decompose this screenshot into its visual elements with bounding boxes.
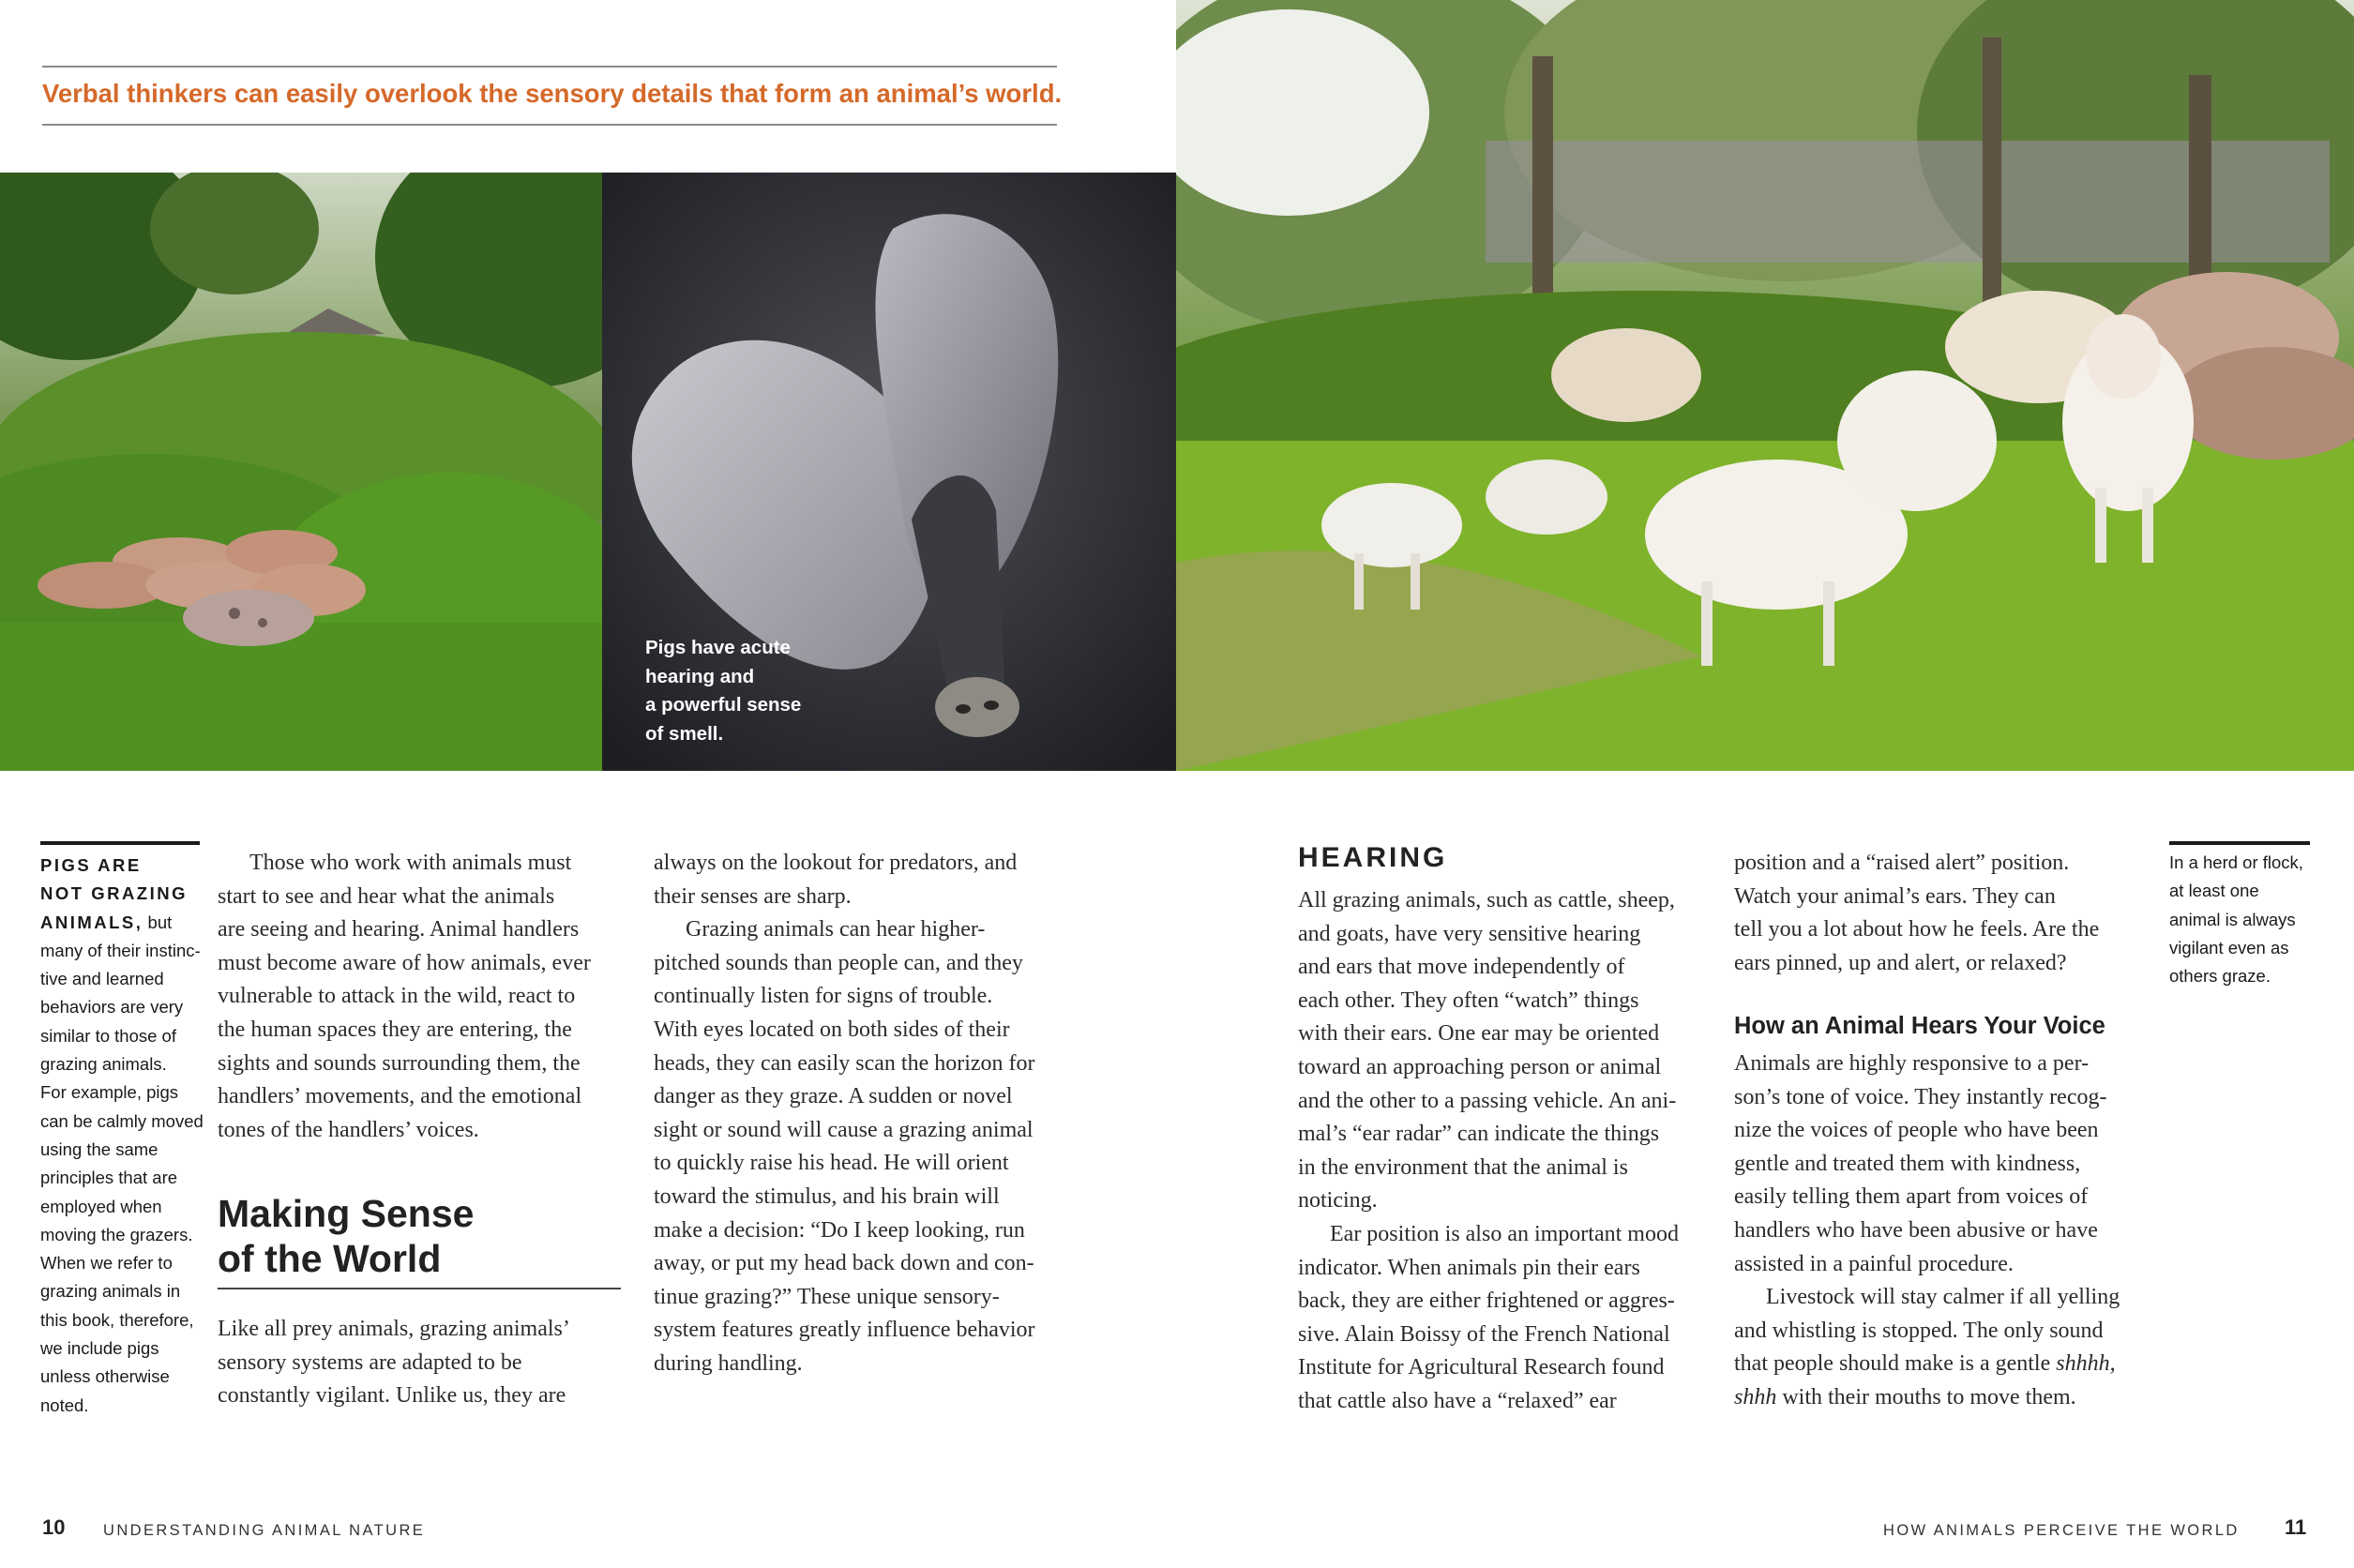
- pull-quote: Verbal thinkers can easily overlook the sensory details that form an animal’s world.: [42, 79, 1063, 108]
- body-column-2: always on the lookout for predators, and their senses are sharp. Grazing animals can hear higher- pitched sounds than people can, and they continually listen for signs of trouble. With eyes located on both sides of their heads, they can easily scan the horizon for danger as they graze. A sudden or novel sight or sound will cause a grazing animal to quickly raise his head. He will orient toward the stimulus, and his brain will make a decision: “Do I keep looking, run away, or put my head back down and con- tinue grazing?” These unique sensory- system features greatly influence behavior during handling.: [654, 851, 1035, 1376]
- photo-sheep-grazing: [1176, 0, 2354, 771]
- section-heading-hearing: HEARING: [1298, 842, 1448, 873]
- running-head-right: HOW ANIMALS PERCEIVE THE WORLD: [1883, 1522, 2240, 1539]
- page-number-right: 11: [2285, 1515, 2307, 1539]
- sidebar-rule: [40, 841, 200, 845]
- body-column-1-continued: Like all prey animals, grazing animals’ sensory systems are adapted to be constantly vigilant. Unlike us, they are: [218, 1317, 570, 1409]
- body-column-3: All grazing animals, such as cattle, sheep, and goats, have very sensitive hearing and ears that move independently of each other. They often “watch” things with their ears. One ear may be oriented toward an approaching person or animal and the other to a passing vehicle. An ani- mal’s “ear radar” can indicate the things in the environment that the animal is noticing. Ear position is also an important mood indicator. When animals pin their ears back, they are either frightened or aggres- sive. Alain Boissy of the French National Institute for Agricultural Research found that cattle also have a “relaxed” ear: [1298, 888, 1679, 1413]
- sidebar-note-pigs: PIGS ARE NOT GRAZING ANIMALS, but many of their instinc- tive and learned behaviors are very similar to those of grazing animals. For example, pigs can be calmly moved using the same principles that are employed when moving the grazers. When we refer to grazing animals in this book, therefore, we include pigs unless otherwise noted.: [40, 855, 204, 1415]
- section-heading-making-sense: Making Sense of the World: [218, 1192, 475, 1280]
- sidebar-note-vigilance: In a herd or flock, at least one animal is always vigilant even as others graze.: [2169, 852, 2303, 987]
- photo-caption-pig-senses: Pigs have acute hearing and a powerful sense of smell.: [645, 637, 802, 745]
- running-head-left: UNDERSTANDING ANIMAL NATURE: [103, 1522, 426, 1539]
- heading-rule: [218, 1288, 621, 1289]
- body-column-4: position and a “raised alert” position. Watch your animal’s ears. They can tell you a lot about how he feels. Are the ears pinned, up and alert, or relaxed?: [1734, 851, 2100, 975]
- photo-pigs-in-meadow: [0, 173, 602, 771]
- body-column-4-continued: Animals are highly responsive to a per- son’s tone of voice. They instantly recog- nize the voices of people who have been gentle and treated them with kindness, easily telling them apart from voices of handlers who have been abusive or have assisted in a painful procedure. Livestock will stay calmer if all yelling and whistling is stopped. The only sound that people should make is a gentle shhhh, shhh with their mouths to move them.: [1734, 1051, 2120, 1410]
- body-column-1: Those who work with animals must start to see and hear what the animals are seeing and hearing. Animal handlers must become aware of how animals, ever vulnerable to attack in the wild, react to the human spaces they are entering, the sights and sounds surrounding them, the handlers’ movements, and the emotional tones of the handlers’ voices.: [218, 851, 591, 1142]
- page-number-left: 10: [42, 1515, 66, 1539]
- subheading-animal-hears-voice: How an Animal Hears Your Voice: [1734, 1013, 2105, 1039]
- sidebar-rule: [2169, 841, 2310, 845]
